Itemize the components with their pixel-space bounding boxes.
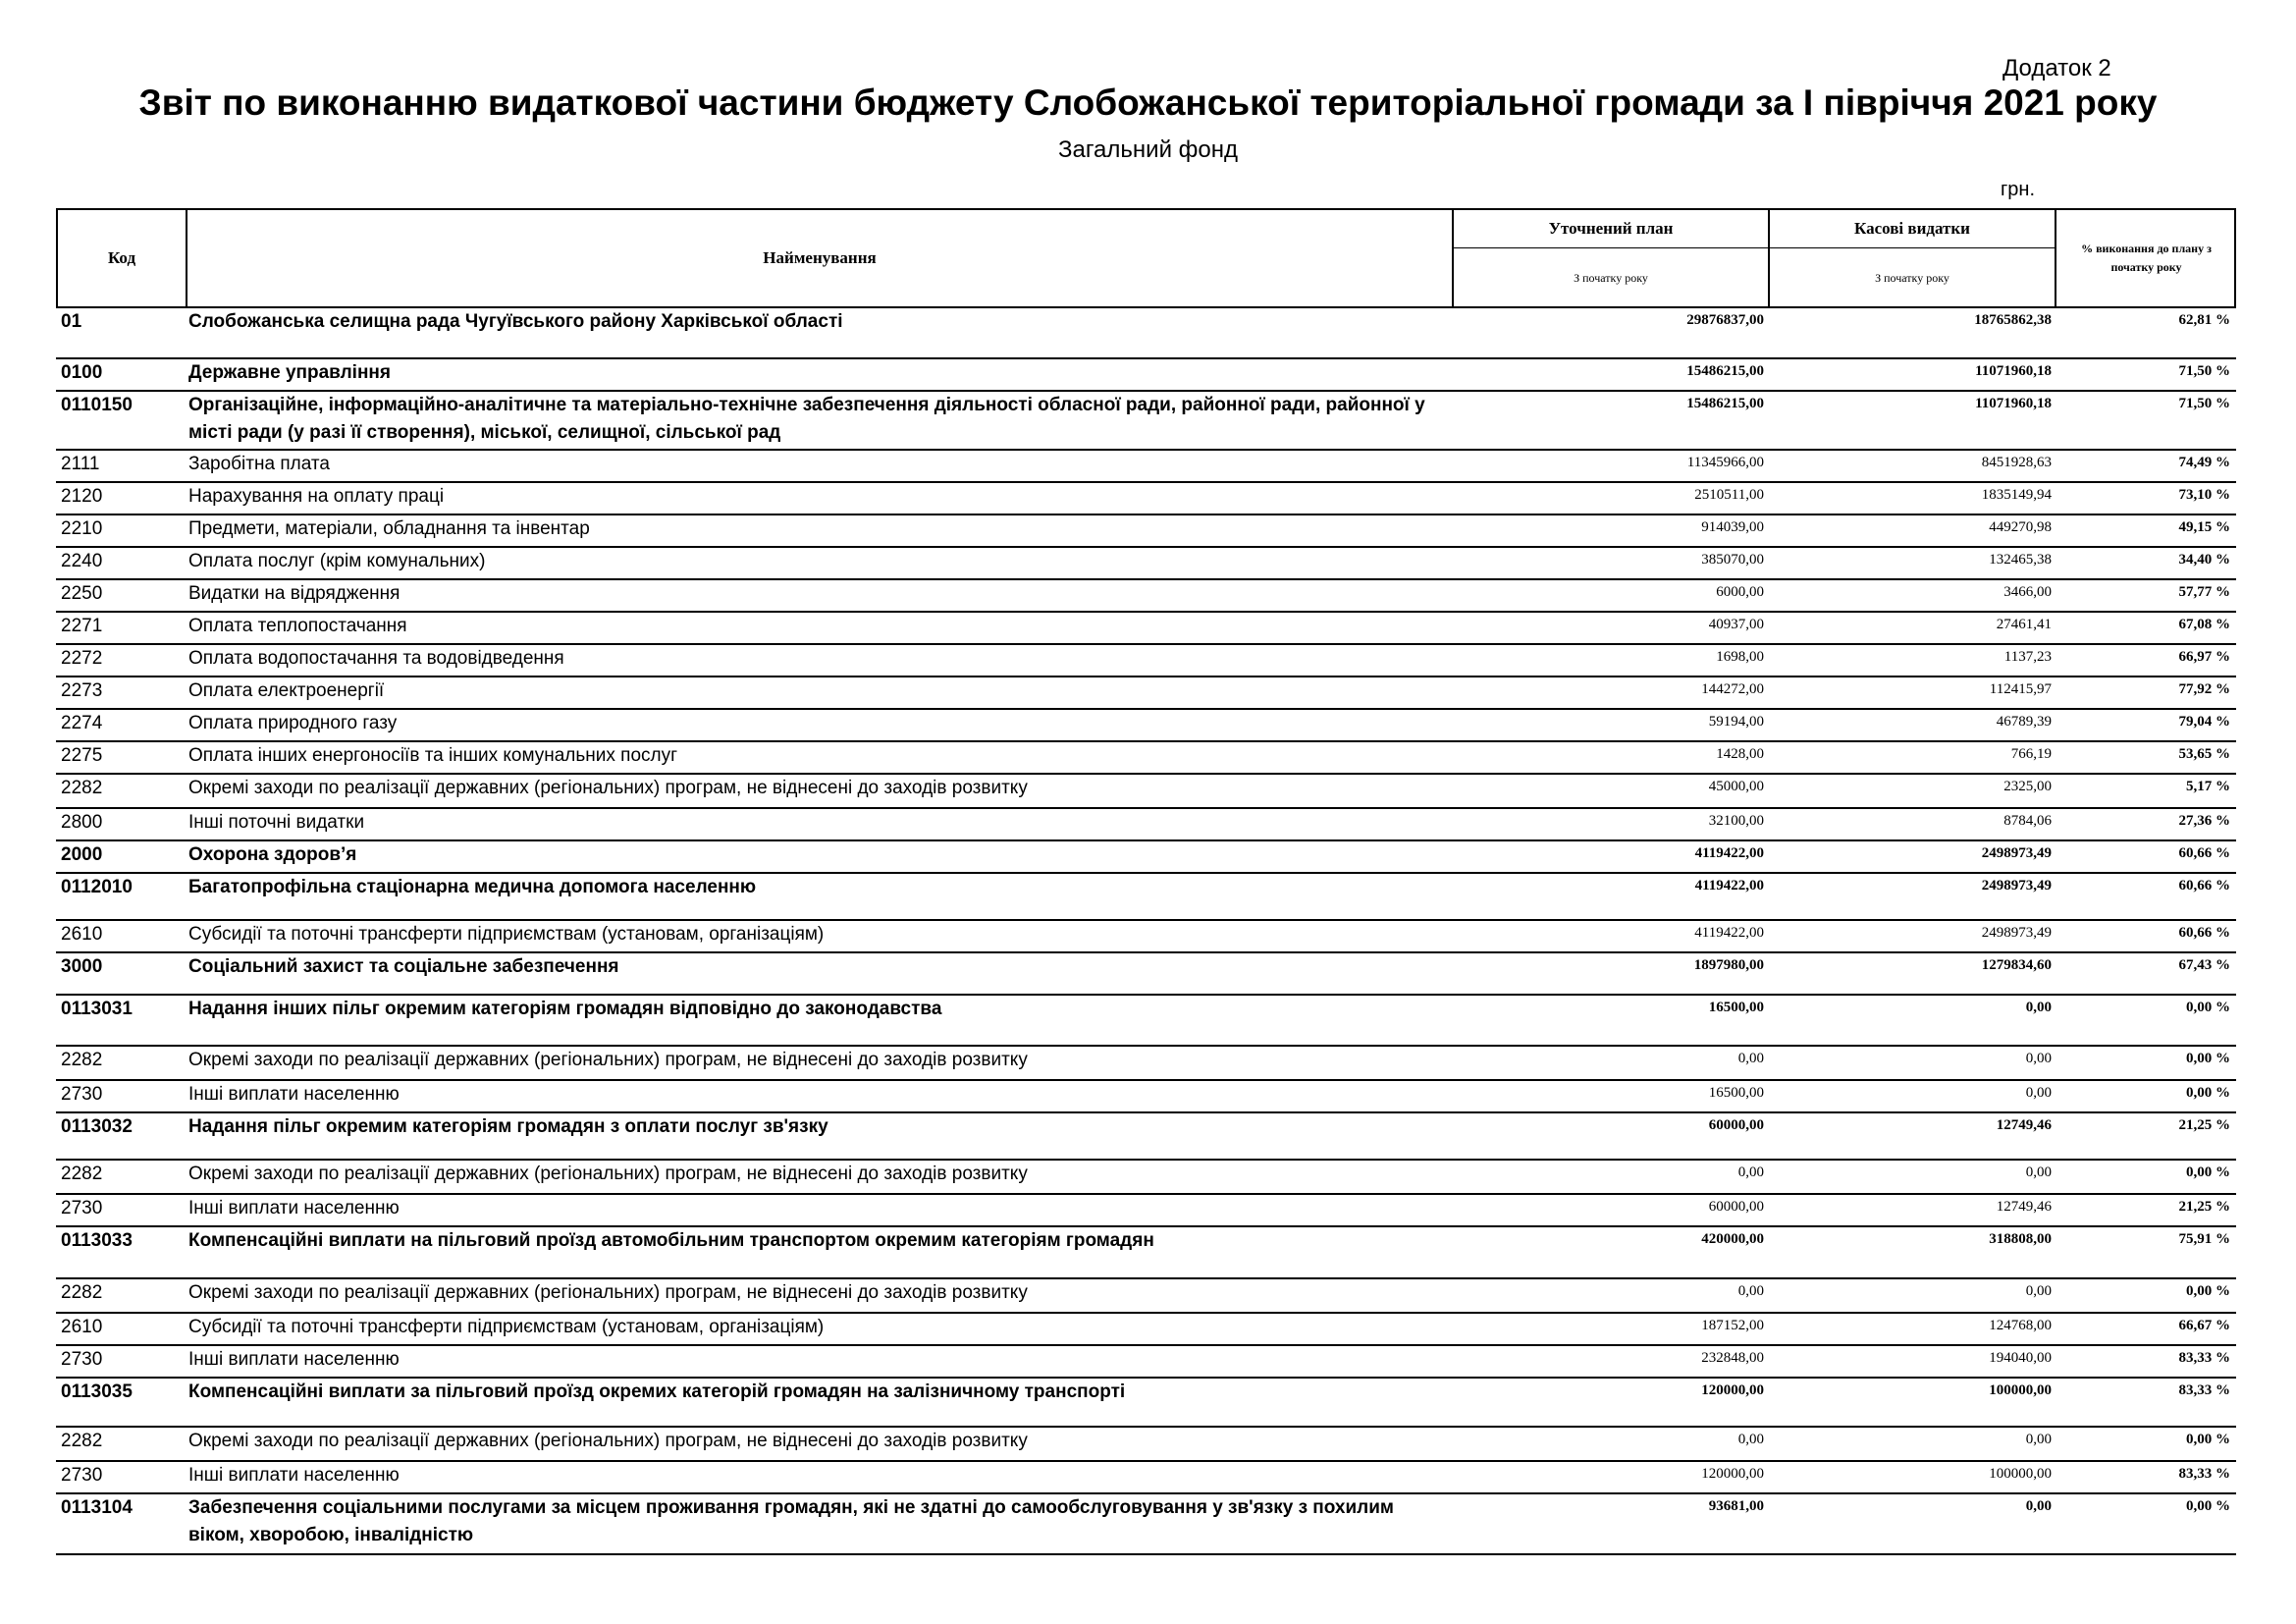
table-row — [56, 874, 2236, 921]
row-plan: 0,00 — [1737, 1432, 1764, 1447]
row-plan: 187152,00 — [1701, 1318, 1764, 1333]
row-code: 2111 — [61, 454, 100, 474]
row-pct: 0,00 % — [2186, 1000, 2230, 1015]
row-paid: 3466,00 — [2003, 584, 2052, 600]
row-code: 2282 — [61, 1050, 103, 1070]
row-name: Заробітна плата — [188, 454, 330, 474]
row-paid: 0,00 — [2025, 1000, 2052, 1015]
row-code: 2800 — [61, 812, 103, 833]
row-paid: 0,00 — [2025, 1085, 2052, 1101]
row-name: Нарахування на оплату праці — [188, 486, 445, 507]
header-paid: Касові видатки — [1854, 219, 1970, 238]
table-row — [56, 548, 2236, 580]
row-name: Оплата електроенергії — [188, 680, 385, 701]
row-pct: 34,40 % — [2178, 552, 2230, 568]
header-name: Найменування — [763, 248, 877, 267]
row-code: 0112010 — [61, 877, 133, 897]
header-paid-sub: З початку року — [1875, 270, 1949, 285]
row-code: 2273 — [61, 680, 103, 701]
row-code: 2275 — [61, 745, 103, 766]
row-plan: 0,00 — [1737, 1164, 1764, 1180]
row-pct: 67,43 % — [2178, 957, 2230, 973]
table-row — [56, 1047, 2236, 1081]
row-pct: 66,67 % — [2178, 1318, 2230, 1333]
row-name: Оплата природного газу — [188, 713, 398, 733]
table-row — [56, 580, 2236, 613]
row-paid: 2325,00 — [2003, 779, 2052, 794]
row-name: Видатки на відрядження — [188, 583, 400, 604]
row-paid: 0,00 — [2025, 1164, 2052, 1180]
row-paid: 2498973,49 — [1981, 925, 2052, 941]
row-code: 2282 — [61, 1431, 103, 1451]
row-name: Окремі заходи по реалізації державних (регіональних) програм, не віднесені до заходів розвитку — [188, 1050, 1028, 1070]
table-row — [56, 1195, 2236, 1227]
row-name: Оплата інших енергоносіїв та інших комунальних послуг — [188, 745, 678, 766]
table-row — [56, 613, 2236, 645]
row-plan: 60000,00 — [1708, 1117, 1764, 1133]
row-code: 0113033 — [61, 1230, 133, 1251]
row-pct: 77,92 % — [2178, 681, 2230, 697]
row-name: Окремі заходи по реалізації державних (регіональних) програм, не віднесені до заходів розвитку — [188, 1164, 1028, 1184]
row-plan: 120000,00 — [1701, 1466, 1764, 1482]
row-paid: 18765862,38 — [1974, 312, 2052, 328]
row-paid: 0,00 — [2025, 1498, 2052, 1514]
row-code: 2240 — [61, 551, 103, 571]
row-pct: 73,10 % — [2178, 487, 2230, 503]
row-pct: 0,00 % — [2186, 1283, 2230, 1299]
row-paid: 0,00 — [2025, 1432, 2052, 1447]
row-name: Соціальний захист та соціальне забезпечення — [188, 956, 619, 977]
row-code: 2282 — [61, 778, 103, 798]
table-row — [56, 677, 2236, 710]
annex-label: Додаток 2 — [2002, 55, 2111, 81]
row-pct: 57,77 % — [2178, 584, 2230, 600]
row-code: 0113031 — [61, 999, 133, 1019]
row-name: Оплата водопостачання та водовідведення — [188, 648, 564, 669]
row-code: 0100 — [61, 362, 103, 383]
table-row — [56, 392, 2236, 451]
row-code: 2282 — [61, 1164, 103, 1184]
header-pct: % виконання до плану з початку року — [2081, 242, 2212, 274]
row-plan: 59194,00 — [1708, 714, 1764, 730]
row-code: 0113104 — [61, 1497, 133, 1518]
row-paid: 27461,41 — [1996, 617, 2052, 632]
table-row — [56, 1462, 2236, 1494]
row-name: Слобожанська селищна рада Чугуївського району Харківської області — [188, 311, 843, 332]
row-name: Інші виплати населенню — [188, 1349, 400, 1370]
row-pct: 67,08 % — [2178, 617, 2230, 632]
row-pct: 83,33 % — [2178, 1466, 2230, 1482]
row-plan: 15486215,00 — [1686, 396, 1764, 411]
row-name: Надання пільг окремим категоріям громадян з оплати послуг зв'язку — [188, 1116, 828, 1137]
row-paid: 124768,00 — [1989, 1318, 2052, 1333]
table-row — [56, 308, 2236, 359]
row-pct: 53,65 % — [2178, 746, 2230, 762]
row-paid: 766,19 — [2010, 746, 2052, 762]
row-pct: 79,04 % — [2178, 714, 2230, 730]
table-row — [56, 483, 2236, 515]
row-pct: 62,81 % — [2178, 312, 2230, 328]
row-name: Забезпечення соціальними послугами за місцем проживання громадян, які не здатні до самообслуговування у зв'язку з похилим віком, хворобою, інвалідністю — [188, 1497, 1394, 1545]
row-paid: 100000,00 — [1989, 1466, 2052, 1482]
row-pct: 0,00 % — [2186, 1085, 2230, 1101]
row-paid: 318808,00 — [1989, 1231, 2052, 1247]
row-paid: 1835149,94 — [1981, 487, 2052, 503]
table-header — [56, 208, 2236, 308]
row-plan: 0,00 — [1737, 1283, 1764, 1299]
row-code: 0110150 — [61, 395, 133, 415]
table-row — [56, 1428, 2236, 1462]
row-code: 2272 — [61, 648, 103, 669]
table-row — [56, 1494, 2236, 1555]
row-pct: 49,15 % — [2178, 519, 2230, 535]
row-code: 2730 — [61, 1084, 103, 1105]
row-name: Оплата послуг (крім комунальних) — [188, 551, 486, 571]
row-paid: 8784,06 — [2003, 813, 2052, 829]
row-pct: 5,17 % — [2186, 779, 2230, 794]
row-paid: 1137,23 — [2003, 649, 2052, 665]
row-plan: 60000,00 — [1708, 1199, 1764, 1215]
row-pct: 60,66 % — [2178, 878, 2230, 893]
row-paid: 11071960,18 — [1975, 363, 2052, 379]
row-name: Державне управління — [188, 362, 391, 383]
row-pct: 0,00 % — [2186, 1164, 2230, 1180]
row-name: Компенсаційні виплати за пільговий проїзд окремих категорій громадян на залізничному транспорті — [188, 1381, 1126, 1402]
row-code: 2250 — [61, 583, 103, 604]
row-paid: 1279834,60 — [1981, 957, 2052, 973]
row-pct: 0,00 % — [2186, 1498, 2230, 1514]
row-plan: 2510511,00 — [1694, 487, 1764, 503]
row-name: Предмети, матеріали, обладнання та інвентар — [188, 518, 590, 539]
table-row — [56, 775, 2236, 809]
row-plan: 420000,00 — [1701, 1231, 1764, 1247]
page-subtitle: Загальний фонд — [1057, 136, 1238, 163]
row-name: Окремі заходи по реалізації державних (регіональних) програм, не віднесені до заходів розвитку — [188, 1431, 1028, 1451]
table-row — [56, 1081, 2236, 1113]
row-paid: 8451928,63 — [1981, 455, 2052, 470]
row-name: Інші поточні видатки — [188, 812, 365, 833]
row-plan: 15486215,00 — [1686, 363, 1764, 379]
header-plan-sub: З початку року — [1574, 270, 1648, 285]
row-plan: 6000,00 — [1716, 584, 1764, 600]
row-plan: 4119422,00 — [1694, 878, 1764, 893]
row-paid: 449270,98 — [1989, 519, 2052, 535]
row-plan: 1698,00 — [1716, 649, 1764, 665]
row-code: 2730 — [61, 1349, 103, 1370]
row-plan: 914039,00 — [1701, 519, 1764, 535]
row-code: 0113035 — [61, 1381, 133, 1402]
table-row — [56, 1161, 2236, 1195]
row-code: 2610 — [61, 1317, 103, 1337]
row-plan: 0,00 — [1737, 1051, 1764, 1066]
table-row — [56, 359, 2236, 392]
row-pct: 83,33 % — [2178, 1350, 2230, 1366]
table-row — [56, 1379, 2236, 1428]
header-subdivider — [1452, 247, 2055, 248]
row-pct: 71,50 % — [2178, 396, 2230, 411]
row-code: 2730 — [61, 1198, 103, 1218]
row-paid: 2498973,49 — [1981, 845, 2052, 861]
row-plan: 16500,00 — [1708, 1085, 1764, 1101]
row-name: Інші виплати населенню — [188, 1198, 400, 1218]
row-code: 2274 — [61, 713, 103, 733]
table-row — [56, 1314, 2236, 1346]
table-row — [56, 921, 2236, 953]
row-plan: 45000,00 — [1708, 779, 1764, 794]
table-row — [56, 953, 2236, 996]
row-code: 01 — [61, 311, 82, 332]
row-name: Окремі заходи по реалізації державних (регіональних) програм, не віднесені до заходів розвитку — [188, 1282, 1028, 1303]
row-pct: 75,91 % — [2178, 1231, 2230, 1247]
row-code: 2282 — [61, 1282, 103, 1303]
table-row — [56, 451, 2236, 483]
row-paid: 0,00 — [2025, 1051, 2052, 1066]
row-paid: 2498973,49 — [1981, 878, 2052, 893]
table-row — [56, 710, 2236, 742]
row-plan: 385070,00 — [1701, 552, 1764, 568]
table-row — [56, 645, 2236, 677]
table-row — [56, 515, 2236, 548]
row-name: Інші виплати населенню — [188, 1465, 400, 1486]
row-paid: 194040,00 — [1989, 1350, 2052, 1366]
row-pct: 66,97 % — [2178, 649, 2230, 665]
row-code: 2000 — [61, 844, 103, 865]
row-pct: 60,66 % — [2178, 925, 2230, 941]
row-plan: 16500,00 — [1708, 1000, 1764, 1015]
row-plan: 1897980,00 — [1693, 957, 1764, 973]
row-paid: 11071960,18 — [1975, 396, 2052, 411]
row-pct: 0,00 % — [2186, 1051, 2230, 1066]
row-pct: 21,25 % — [2178, 1117, 2230, 1133]
table-row — [56, 742, 2236, 775]
row-plan: 1428,00 — [1716, 746, 1764, 762]
row-pct: 74,49 % — [2178, 455, 2230, 470]
row-pct: 71,50 % — [2178, 363, 2230, 379]
row-name: Інші виплати населенню — [188, 1084, 400, 1105]
table-row — [56, 1113, 2236, 1161]
row-paid: 12749,46 — [1996, 1117, 2052, 1133]
row-pct: 27,36 % — [2178, 813, 2230, 829]
row-name: Оплата теплопостачання — [188, 616, 407, 636]
row-name: Організаційне, інформаційно-аналітичне та матеріально-технічне забезпечення діяльності обласної ради, районної ради, районної у місті ради (у разі її створення), міської, селищної, сільської рад — [188, 395, 1425, 443]
row-paid: 46789,39 — [1996, 714, 2052, 730]
row-plan: 232848,00 — [1701, 1350, 1764, 1366]
row-name: Багатопрофільна стаціонарна медична допомога населенню — [188, 877, 757, 897]
table-row — [56, 996, 2236, 1047]
page-title: Звіт по виконанню видаткової частини бюджету Слобожанської територіальної громади за І півріччя 2021 року — [138, 82, 2158, 123]
row-pct: 0,00 % — [2186, 1432, 2230, 1447]
row-plan: 29876837,00 — [1686, 312, 1764, 328]
row-plan: 32100,00 — [1708, 813, 1764, 829]
row-code: 2730 — [61, 1465, 103, 1486]
row-pct: 21,25 % — [2178, 1199, 2230, 1215]
row-plan: 93681,00 — [1708, 1498, 1764, 1514]
table-row — [56, 841, 2236, 874]
row-name: Окремі заходи по реалізації державних (регіональних) програм, не віднесені до заходів розвитку — [188, 778, 1028, 798]
row-name: Компенсаційні виплати на пільговий проїзд автомобільним транспортом окремим категоріям громадян — [188, 1230, 1154, 1251]
currency-unit: грн. — [2001, 179, 2036, 200]
table-row — [56, 1279, 2236, 1314]
header-divider — [2055, 210, 2056, 306]
row-pct: 60,66 % — [2178, 845, 2230, 861]
row-paid: 132465,38 — [1989, 552, 2052, 568]
header-plan: Уточнений план — [1548, 219, 1674, 238]
row-name: Охорона здоров’я — [188, 844, 357, 865]
row-pct: 83,33 % — [2178, 1382, 2230, 1398]
row-paid: 0,00 — [2025, 1283, 2052, 1299]
table-row — [56, 1346, 2236, 1379]
row-paid: 12749,46 — [1996, 1199, 2052, 1215]
row-code: 0113032 — [61, 1116, 133, 1137]
row-paid: 100000,00 — [1989, 1382, 2052, 1398]
row-plan: 4119422,00 — [1694, 925, 1764, 941]
row-code: 2210 — [61, 518, 103, 539]
row-name: Субсидії та поточні трансферти підприємствам (установам, організаціям) — [188, 924, 825, 945]
row-code: 2120 — [61, 486, 103, 507]
row-name: Надання інших пільг окремим категоріям громадян відповідно до законодавства — [188, 999, 942, 1019]
row-plan: 120000,00 — [1701, 1382, 1764, 1398]
row-plan: 144272,00 — [1701, 681, 1764, 697]
row-plan: 40937,00 — [1708, 617, 1764, 632]
row-plan: 4119422,00 — [1694, 845, 1764, 861]
table-row — [56, 1227, 2236, 1279]
row-paid: 112415,97 — [1989, 681, 2052, 697]
table-row — [56, 809, 2236, 841]
row-plan: 11345966,00 — [1686, 455, 1764, 470]
row-name: Субсидії та поточні трансферти підприємствам (установам, організаціям) — [188, 1317, 825, 1337]
header-code: Код — [107, 248, 136, 267]
row-code: 2271 — [61, 616, 103, 636]
row-code: 2610 — [61, 924, 103, 945]
row-code: 3000 — [61, 956, 103, 977]
